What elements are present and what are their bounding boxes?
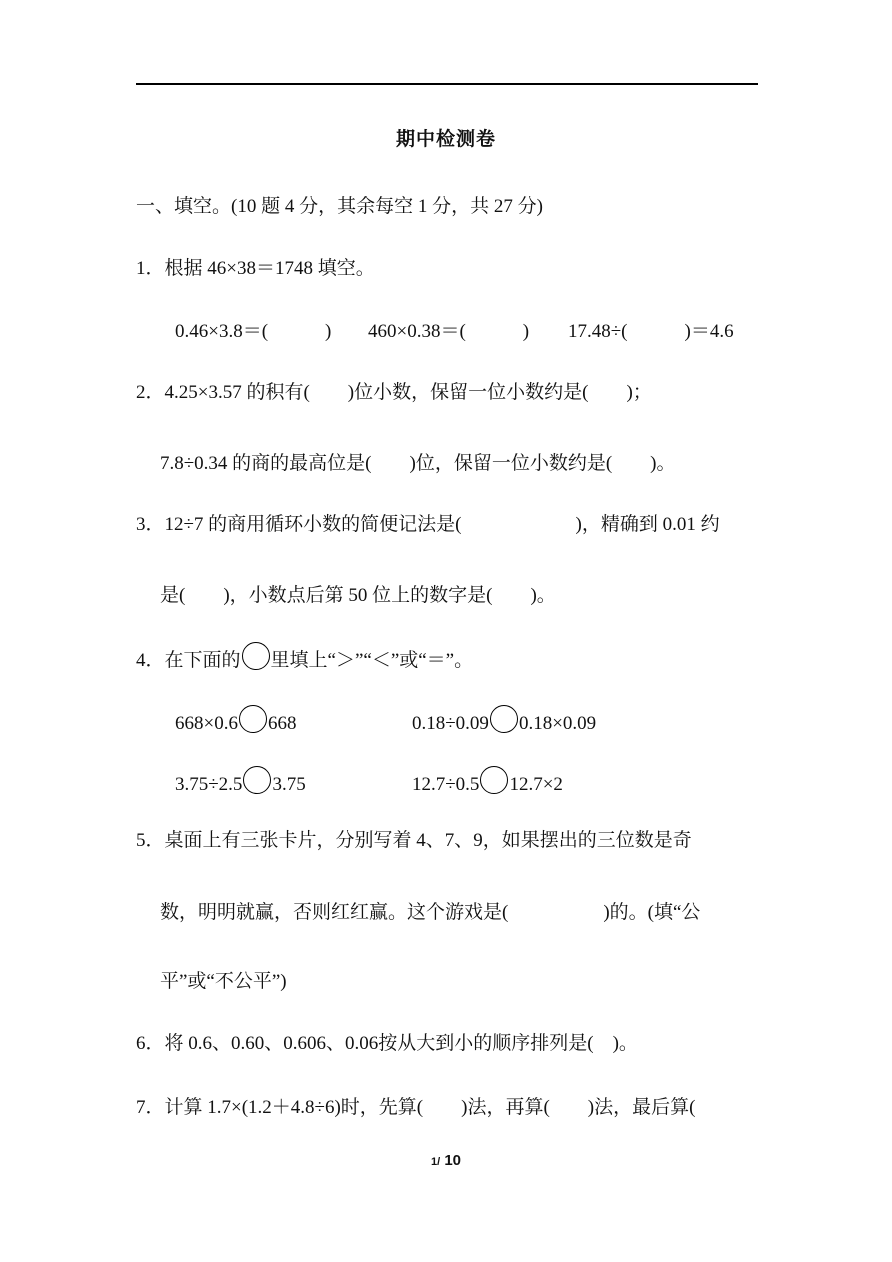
page-title: 期中检测卷 bbox=[395, 129, 496, 150]
compare-circle-icon bbox=[242, 642, 270, 670]
page-number bbox=[0, 1152, 892, 1169]
page-current: 1/ bbox=[430, 1156, 441, 1168]
header-rule bbox=[136, 83, 758, 85]
question-7-line-1: 7．计算 1.7×(1.2＋4.8÷6)时，先算( )法，再算( )法，最后算( bbox=[136, 1097, 696, 1118]
compare-row-1-left bbox=[175, 705, 296, 736]
compare-expression: 12.7×2 bbox=[509, 774, 563, 795]
question-5-line-1: 5．桌面上有三张卡片，分别写着 4、7、9，如果摆出的三位数是奇 bbox=[136, 830, 692, 851]
compare-row-1-right bbox=[412, 705, 596, 736]
question-1-stem: 1．根据 46×38＝1748 填空。 bbox=[136, 258, 375, 279]
question-4-stem-after: 里填上“＞”“＜”或“＝”。 bbox=[270, 650, 474, 671]
compare-circle-icon[interactable] bbox=[239, 705, 267, 733]
question-5-line-3: 平”或“不公平”) bbox=[160, 971, 287, 992]
question-3-line-2: 是( )，小数点后第 50 位上的数字是( )。 bbox=[160, 585, 556, 606]
question-4-stem bbox=[136, 642, 473, 673]
compare-circle-icon[interactable] bbox=[480, 766, 508, 794]
question-1-blank-b: 460×0.38＝( ) bbox=[368, 321, 530, 342]
compare-expression: 668×0.6 bbox=[175, 713, 238, 734]
page-total: 10 bbox=[444, 1152, 462, 1169]
compare-expression: 12.7÷0.5 bbox=[412, 774, 480, 795]
question-1-blank-a: 0.46×3.8＝( ) bbox=[175, 321, 332, 342]
compare-circle-icon[interactable] bbox=[243, 766, 271, 794]
compare-row-2-left bbox=[175, 766, 306, 797]
question-1-blank-c: 17.48÷( )＝4.6 bbox=[568, 321, 734, 342]
question-6-line-1: 6．将 0.6、0.60、0.606、0.06按从大到小的顺序排列是( )。 bbox=[136, 1033, 638, 1054]
question-4-stem-before: 4．在下面的 bbox=[136, 650, 241, 671]
compare-expression: 0.18×0.09 bbox=[518, 713, 597, 734]
compare-expression: 3.75 bbox=[272, 774, 306, 795]
section-heading: 一、填空。(10 题 4 分，其余每空 1 分，共 27 分) bbox=[136, 196, 543, 217]
compare-expression: 668 bbox=[267, 713, 297, 734]
compare-expression: 0.18÷0.09 bbox=[412, 713, 489, 734]
question-2-line-1: 2．4.25×3.57 的积有( )位小数，保留一位小数约是( )； bbox=[136, 382, 652, 403]
compare-row-2-right bbox=[412, 766, 563, 797]
question-3-line-1: 3．12÷7 的商用循环小数的简便记法是( )，精确到 0.01 约 bbox=[136, 514, 720, 535]
compare-circle-icon[interactable] bbox=[490, 705, 518, 733]
question-5-line-2: 数，明明就赢，否则红红赢。这个游戏是( )的。(填“公 bbox=[160, 902, 701, 923]
compare-expression: 3.75÷2.5 bbox=[175, 774, 243, 795]
question-2-line-2: 7.8÷0.34 的商的最高位是( )位，保留一位小数约是( )。 bbox=[160, 453, 676, 474]
